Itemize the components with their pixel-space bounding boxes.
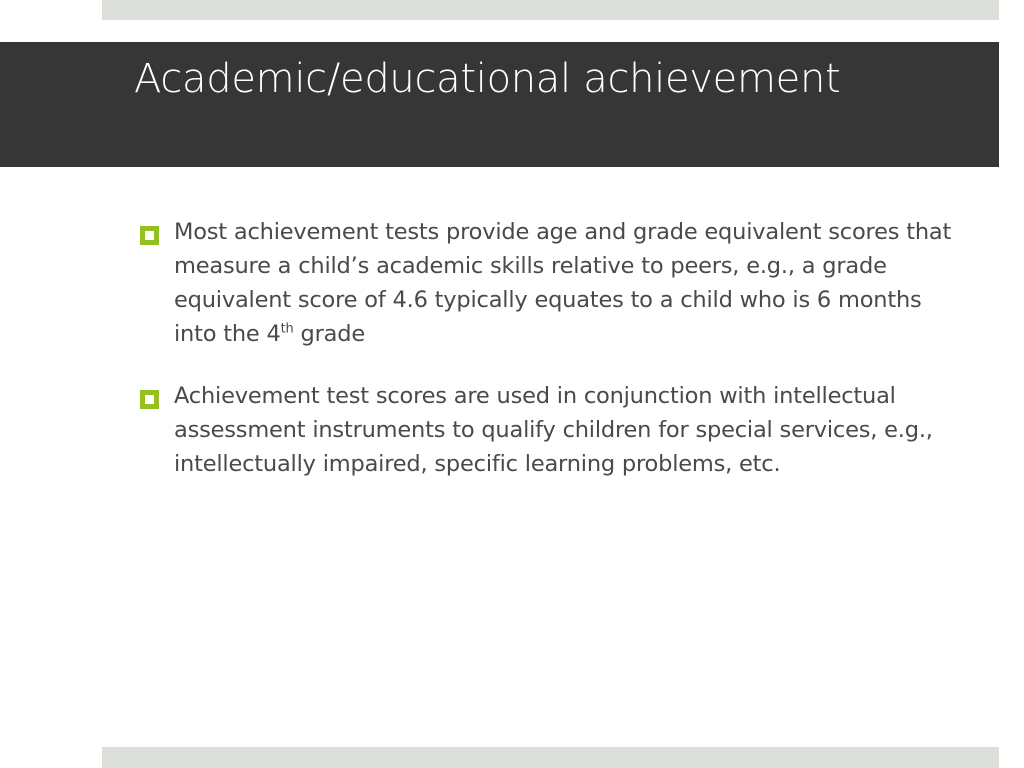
slide-title: Academic/educational achievement (134, 56, 841, 102)
bullet-list (134, 215, 964, 509)
bottom-accent-bar (102, 747, 999, 768)
bullet-text-part-1: Most achievement tests provide age and grade equivalent scores that measure a child’s academic skills relative to peers, e.g., a grade equivalent score of 4.6 typically equates to a child who is 6 months into the 4 (174, 219, 952, 347)
bullet-text-part-2: grade (293, 321, 365, 347)
ordinal-suffix: th (280, 321, 294, 337)
bullet-text: Achievement test scores are used in conjunction with intellectual assessment instruments to qualify children for special services, e.g., intellectually impaired, specific learning problems, etc. (174, 383, 933, 477)
square-bullet-icon (140, 226, 159, 245)
bullet-item-achievement-tests (134, 215, 964, 351)
square-bullet-icon (140, 390, 159, 409)
bullet-item-test-scores (134, 379, 964, 481)
top-accent-bar (102, 0, 999, 20)
